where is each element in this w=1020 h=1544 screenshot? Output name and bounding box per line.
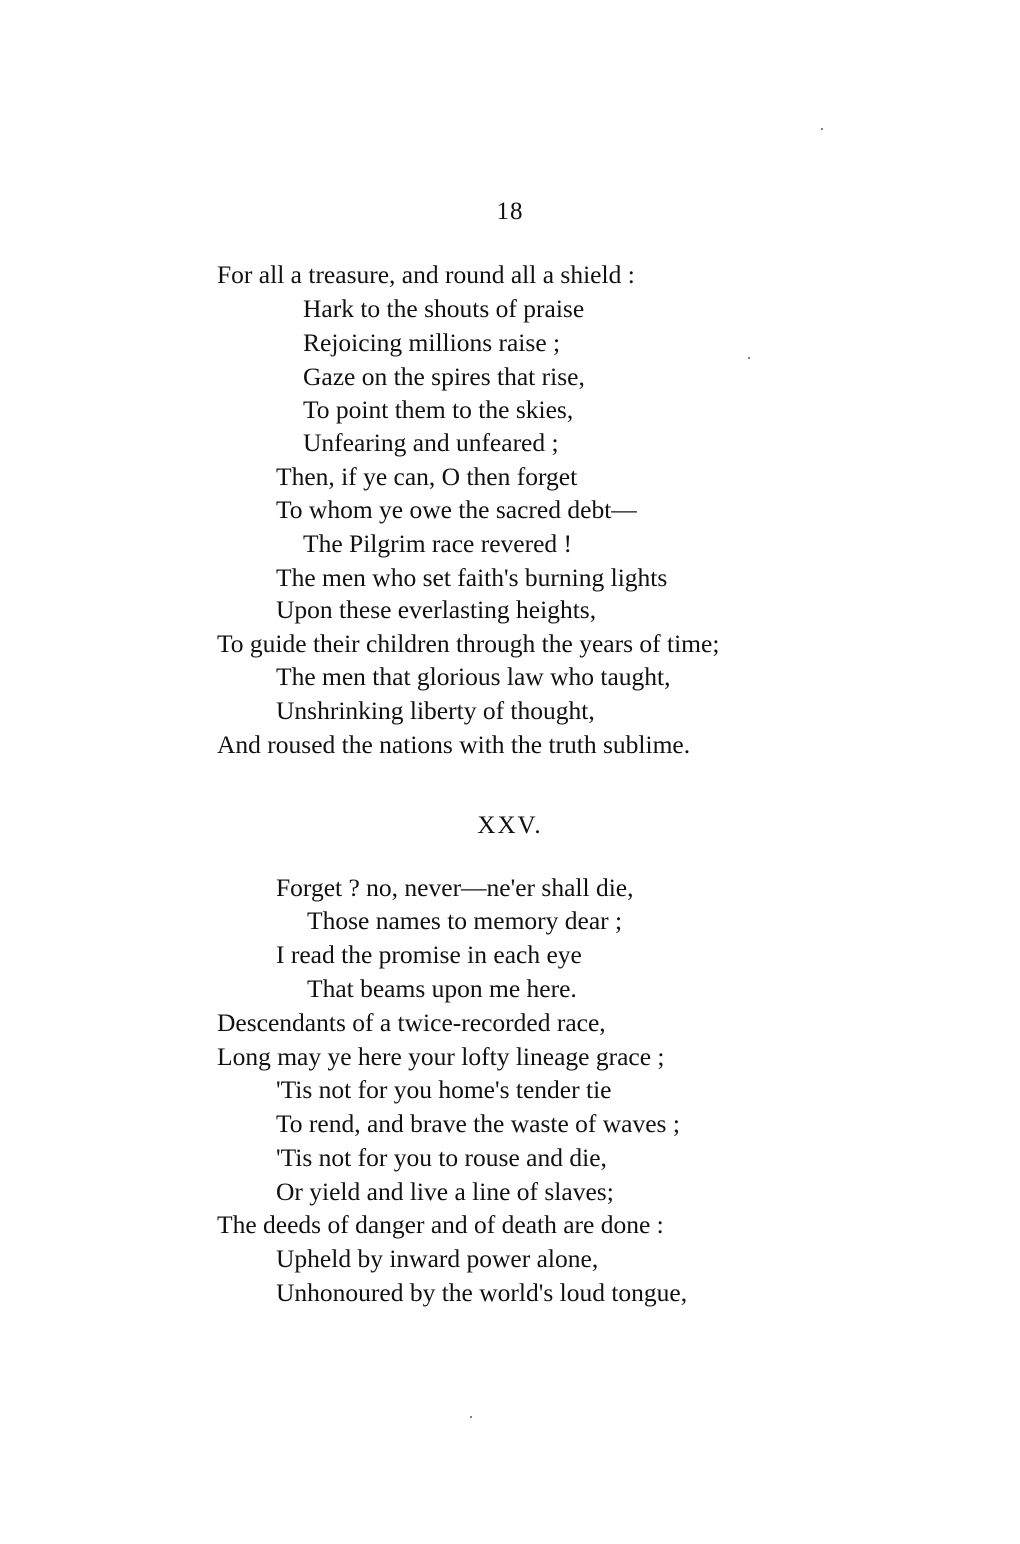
poem-line: The men who set faith's burning lights: [276, 563, 668, 592]
poem-line: For all a treasure, and round all a shield :: [217, 260, 635, 289]
poem-line: Upheld by inward power alone,: [276, 1244, 599, 1273]
poem-line: Gaze on the spires that rise,: [303, 362, 585, 391]
poem-line: Rejoicing millions raise ;: [303, 328, 561, 357]
poem-line: Unfearing and unfeared ;: [303, 428, 559, 457]
poem-line: And roused the nations with the truth sublime.: [217, 730, 691, 759]
poem-line: Unshrinking liberty of thought,: [276, 696, 595, 725]
poem-line: I read the promise in each eye: [276, 940, 582, 969]
poem-line: Hark to the shouts of praise: [303, 294, 585, 323]
poem-line: To point them to the skies,: [303, 395, 574, 424]
poem-line: 'Tis not for you home's tender tie: [276, 1075, 612, 1104]
scan-speck: [748, 357, 750, 359]
poem-line: The Pilgrim race revered !: [303, 529, 573, 558]
poem-line: Unhonoured by the world's loud tongue,: [276, 1278, 688, 1307]
poem-line: Then, if ye can, O then forget: [276, 462, 578, 491]
poem-line: The deeds of danger and of death are done :: [217, 1210, 664, 1239]
scan-speck: [821, 128, 823, 130]
page-number: 18: [496, 198, 524, 225]
poem-line: Forget ? no, never—ne'er shall die,: [276, 873, 634, 902]
scan-speck: [470, 1416, 472, 1418]
poem-line: Those names to memory dear ;: [307, 906, 623, 935]
poem-line: To rend, and brave the waste of waves ;: [276, 1109, 680, 1138]
poem-line: To whom ye owe the sacred debt—: [276, 495, 637, 524]
poem-line: Long may ye here your lofty lineage grace ;: [217, 1042, 665, 1071]
poem-line: 'Tis not for you to rouse and die,: [276, 1143, 607, 1172]
poem-line: That beams upon me here.: [307, 974, 577, 1003]
poem-line: Descendants of a twice-recorded race,: [217, 1008, 606, 1037]
poem-line: To guide their children through the years of time;: [217, 629, 720, 658]
poem-line: Upon these everlasting heights,: [276, 595, 597, 624]
poem-line: The men that glorious law who taught,: [276, 662, 671, 691]
poem-line: Or yield and live a line of slaves;: [276, 1177, 614, 1206]
section-heading: XXV.: [477, 812, 543, 839]
